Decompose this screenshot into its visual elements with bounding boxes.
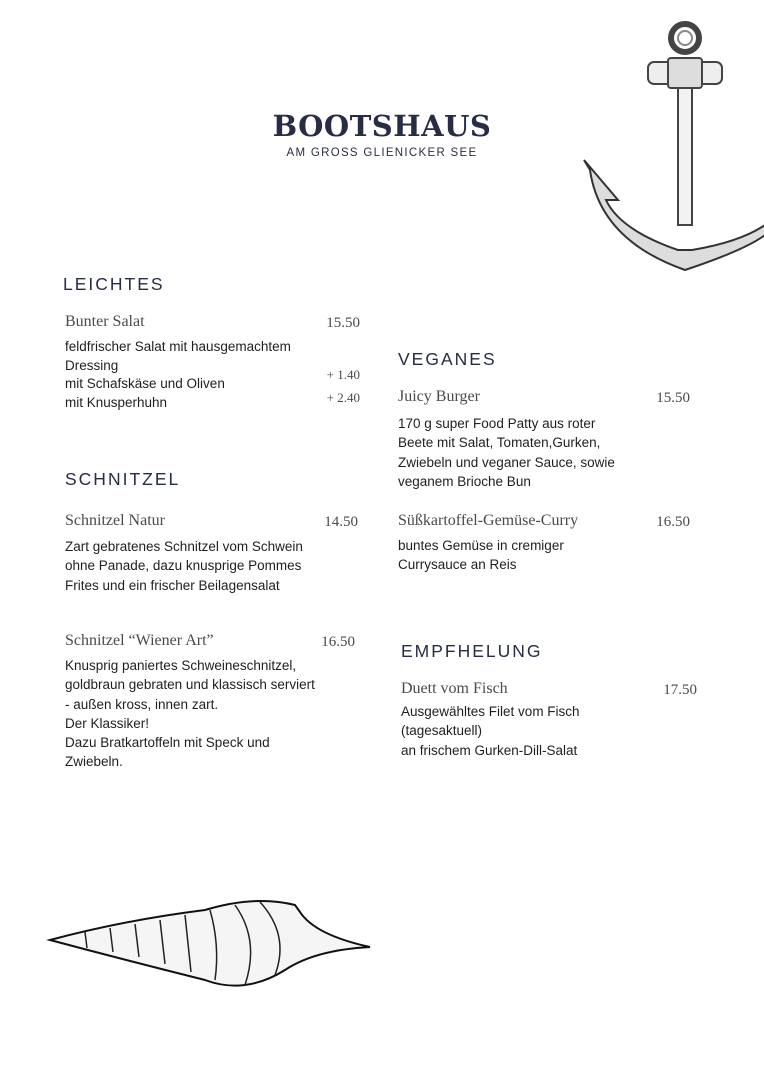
restaurant-subtitle: AM GROSS GLIENICKER SEE [286,147,478,159]
section-title-schnitzel: SCHNITZEL [65,469,181,489]
item-description: 170 g super Food Patty aus roter Beete mit Salat, Tomaten,Gurken, Zwiebeln und veganer Sauce, sowie veganem Brioche Bun [398,416,615,489]
item-description: feldfrischer Salat mit hausgemachtem Dressing [65,339,291,374]
item-name: Bunter Salat [65,313,145,330]
item-name: Schnitzel “Wiener Art” [65,632,214,649]
section-title-veganes: VEGANES [398,349,497,369]
item-description: Ausgewähltes Filet vom Fisch (tagesaktuell) an frischem Gurken-Dill-Salat [401,704,580,758]
seashell-illustration [45,890,375,1000]
addon-price: + 1.40 [326,367,360,382]
item-name: Duett vom Fisch [401,680,508,697]
item-description: Knusprig paniertes Schweineschnitzel, goldbraun gebraten und klassisch serviert - außen kross, innen zart. Der Klassiker! Dazu Bratkartoffeln mit Speck und Zwiebeln. [65,658,315,770]
item-price: 15.50 [656,390,690,406]
anchor-illustration [570,10,764,280]
addon-label: mit Knusperhuhn [65,395,168,410]
item-description: Zart gebratenes Schnitzel vom Schwein ohne Panade, dazu knusprige Pommes Frites und ein frischer Beilagensalat [65,539,303,593]
item-name: Schnitzel Natur [65,512,165,529]
item-price: 15.50 [326,315,360,331]
item-name: Juicy Burger [398,388,480,405]
section-title-leichtes: LEICHTES [63,274,165,294]
addon-label: mit Schafskäse und Oliven [65,376,225,391]
item-name: Süßkartoffel-Gemüse-Curry [398,512,579,529]
item-price: 17.50 [663,682,697,698]
section-title-empfehlung: EMPFHELUNG [401,641,543,661]
restaurant-name: BOOTSHAUS [272,109,492,143]
item-description: buntes Gemüse in cremiger Currysauce an Reis [398,538,564,573]
addon-price: + 2.40 [326,390,360,405]
item-price: 16.50 [321,634,355,650]
item-price: 16.50 [656,514,690,530]
item-price: 14.50 [324,514,358,530]
